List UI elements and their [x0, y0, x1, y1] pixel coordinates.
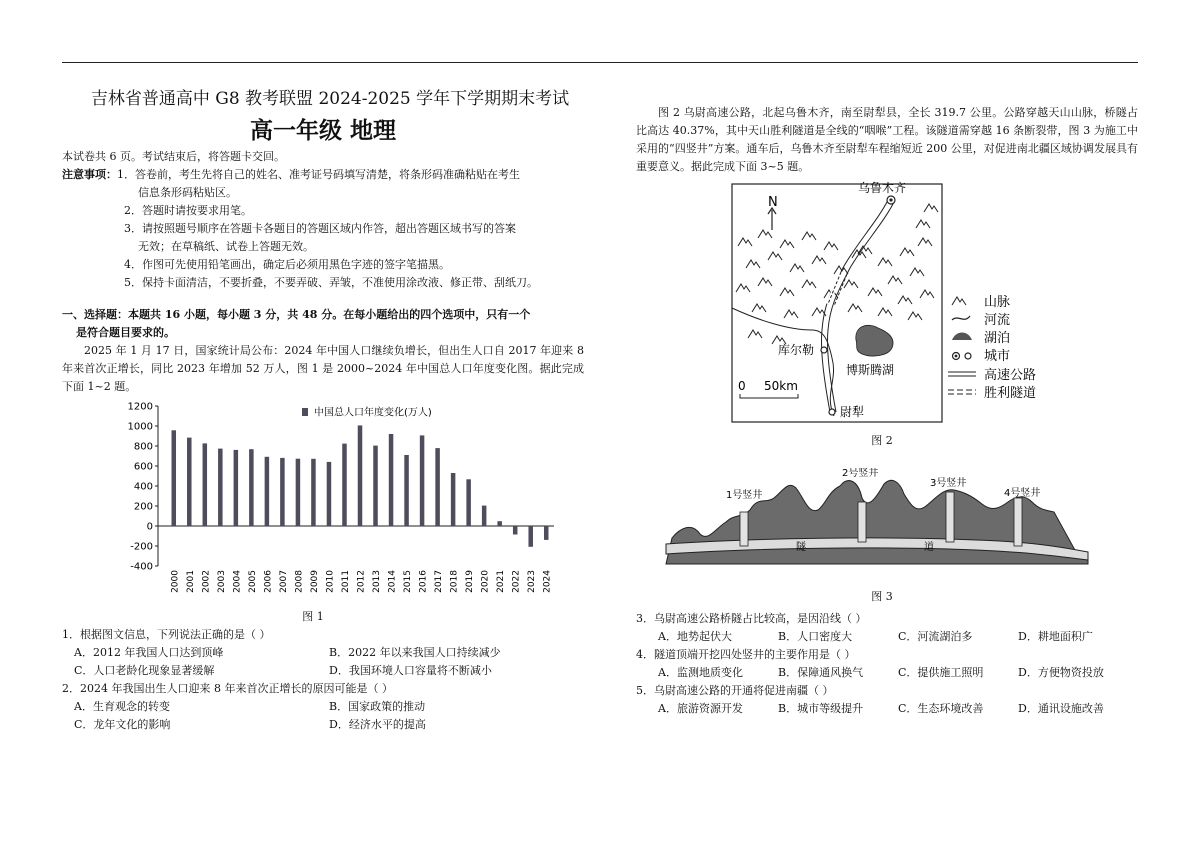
- x-tick-label: 2004: [232, 570, 243, 593]
- q3-option-a[interactable]: A．地势起伏大: [658, 630, 732, 643]
- tunnel-label-right: 道: [924, 542, 934, 553]
- y-tick-label: 0: [146, 521, 153, 533]
- bar: [513, 526, 518, 535]
- bar: [280, 458, 285, 526]
- exam-title: 吉林省普通高中 G8 教考联盟 2024-2025 学年下学期期末考试: [90, 89, 570, 109]
- q4-option-d[interactable]: D．方便物资投放: [1018, 666, 1104, 679]
- x-tick-label: 2016: [418, 570, 429, 593]
- question-intro-3-5: 图 2 乌尉高速公路，北起乌鲁木齐，南至尉犁县，全长 319.7 公里。公路穿越天山山脉，桥隧占比高达 40.37%，其中天山胜利隧道是全线的“咽喉”工程。该隧道需穿越 16 条断裂带，图 3 为施工中采用的“四竖井”方案。通车后，乌鲁木齐至尉犁车程缩短近 200 公里，对促进南北疆区域协调发展具有重要意义。据此完成下面 3~5 题。: [636, 106, 1138, 173]
- question-2: [62, 680, 584, 734]
- bar: [358, 425, 363, 526]
- figure-3-caption: 图 3: [871, 590, 893, 603]
- q5-option-c[interactable]: C．生态环境改善: [898, 702, 984, 715]
- y-tick-label: 400: [133, 481, 153, 493]
- lake-icon: [952, 333, 972, 341]
- bar: [311, 459, 316, 526]
- y-tick-label: 600: [133, 461, 153, 473]
- bar: [249, 449, 254, 526]
- bar: [451, 473, 456, 526]
- bar: [528, 526, 533, 547]
- x-tick-label: 2005: [247, 570, 258, 593]
- svg-text:胜利隧道: 胜利隧道: [984, 386, 1037, 401]
- q5-option-a[interactable]: A．旅游资源开发: [658, 702, 743, 715]
- bar: [172, 430, 177, 526]
- scale-km: 50km: [764, 379, 798, 393]
- river-icon: [952, 316, 970, 320]
- population-chart: [122, 398, 562, 608]
- q5-option-d[interactable]: D．通讯设施改善: [1018, 702, 1104, 715]
- q1-option-b[interactable]: B．2022 年以来我国人口持续减少: [329, 646, 501, 659]
- q1-option-a[interactable]: A．2012 年我国人口达到顶峰: [74, 646, 224, 659]
- q2-option-d[interactable]: D．经济水平的提高: [329, 718, 426, 731]
- shaft-1-label: 1号竖井: [726, 490, 763, 501]
- question-intro-1-2: 2025 年 1 月 17 日，国家统计局公布：2024 年中国人口继续负增长，但出生人口自 2017 年迎来 8 年来首次正增长，同比 2023 年增加 52 万人，图 1 是 2000~2024 年中国总人口年度变化图。据此完成下面 1~2 题。: [62, 344, 584, 393]
- q3-option-d[interactable]: D．耕地面积广: [1018, 630, 1093, 643]
- y-tick-label: 800: [133, 441, 153, 453]
- question-3: [636, 610, 1138, 646]
- note-item: 5．保持卡面清洁，不要折叠，不要弄破、弄皱，不准使用涂改液、修正带、刮纸刀。: [124, 276, 538, 289]
- shaft-3: [946, 492, 954, 542]
- city-icon: [965, 353, 971, 359]
- question-4-stem: 4．隧道顶端开挖四处竖井的主要作用是（ ）: [636, 648, 856, 661]
- top-rule: [62, 62, 1138, 63]
- question-4: [636, 646, 1138, 682]
- shaft-4: [1014, 498, 1022, 546]
- q2-option-b[interactable]: B．国家政策的推动: [329, 700, 426, 713]
- shaft-2-label: 2号竖井: [842, 468, 879, 479]
- q1-option-d[interactable]: D．我国环境人口容量将不断减小: [329, 664, 492, 677]
- q5-option-b[interactable]: B．城市等级提升: [778, 702, 864, 715]
- q4-option-b[interactable]: B．保障通风换气: [778, 666, 864, 679]
- x-tick-label: 2009: [309, 570, 320, 593]
- shaft-2: [858, 502, 866, 542]
- bar: [187, 438, 192, 526]
- svg-text:山脉: 山脉: [984, 295, 1011, 310]
- note-item: 2．答题时请按要求用笔。: [124, 204, 252, 217]
- question-2-stem: 2．2024 年我国出生人口迎来 8 年来首次正增长的原因可能是（ ）: [62, 682, 393, 695]
- legend-swatch: [302, 408, 308, 416]
- question-1: [62, 626, 584, 680]
- bar: [327, 462, 332, 526]
- bar: [544, 526, 549, 540]
- city-urumqi: 乌鲁木齐: [858, 181, 907, 195]
- note-item: 无效；在草稿纸、试卷上答题无效。: [138, 240, 314, 253]
- question-1-stem: 1．根据图文信息，下列说法正确的是（ ）: [62, 628, 271, 641]
- svg-text:河流: 河流: [984, 313, 1011, 328]
- north-label: N: [768, 195, 778, 210]
- q4-option-c[interactable]: C．提供施工照明: [898, 666, 984, 679]
- bar: [466, 479, 471, 526]
- map-figure-2: [728, 180, 1088, 430]
- q3-option-b[interactable]: B．人口密度大: [778, 630, 853, 643]
- tunnel-profile-figure-3: [636, 468, 1106, 578]
- q2-option-a[interactable]: A．生育观念的转变: [74, 700, 170, 713]
- bar: [342, 444, 347, 526]
- bar: [373, 446, 378, 526]
- city-yuli: 尉犁: [840, 405, 865, 419]
- figure-1-caption: 图 1: [302, 610, 324, 623]
- lake-bosten: 博斯腾湖: [846, 363, 895, 377]
- bar: [435, 448, 440, 526]
- q2-option-c[interactable]: C．龙年文化的影响: [74, 718, 171, 731]
- x-tick-label: 2022: [511, 570, 522, 593]
- x-tick-label: 2001: [185, 570, 196, 593]
- q1-option-c[interactable]: C．人口老龄化现象显著缓解: [74, 664, 215, 677]
- x-tick-label: 2014: [387, 570, 398, 593]
- x-tick-label: 2011: [340, 570, 351, 593]
- x-tick-label: 2006: [263, 570, 274, 593]
- city-korla: 库尔勒: [778, 343, 815, 357]
- y-tick-label: 1200: [127, 401, 153, 413]
- note-item: 3．请按照题号顺序在答题卡各题目的答题区域内作答，超出答题区域书写的答案: [124, 222, 516, 235]
- note-item: 4．作图可先使用铅笔画出，确定后必须用黑色字迹的签字笔描黑。: [124, 258, 450, 271]
- legend-label: 中国总人口年度变化(万人): [314, 407, 432, 419]
- bar: [203, 443, 208, 526]
- x-tick-label: 2012: [356, 570, 367, 593]
- section-title: 一、选择题：本题共 16 小题，每小题 3 分，共 48 分。在每小题给出的四个选项中，只有一个: [62, 308, 531, 321]
- notes-label: 注意事项：: [62, 168, 117, 181]
- x-tick-label: 2013: [372, 570, 383, 593]
- svg-text:城市: 城市: [984, 349, 1011, 364]
- subject-title: 高一年级 地理: [249, 117, 396, 144]
- right-column: [636, 104, 1138, 718]
- bar: [389, 434, 394, 526]
- shaft-1: [740, 512, 748, 546]
- question-3-stem: 3．乌尉高速公路桥隧占比较高，是因沿线（ ）: [636, 612, 867, 625]
- map-legend: [948, 295, 1036, 401]
- x-tick-label: 2002: [201, 570, 212, 593]
- bar: [482, 506, 487, 526]
- mountain-icon: [952, 297, 966, 305]
- x-tick-label: 2019: [465, 570, 476, 593]
- bar: [265, 457, 270, 526]
- bar: [218, 449, 223, 526]
- y-tick-label: 1000: [127, 421, 153, 433]
- x-tick-label: 2007: [278, 570, 289, 593]
- x-tick-label: 2015: [403, 570, 414, 593]
- x-tick-label: 2020: [480, 570, 491, 593]
- x-tick-label: 2000: [170, 570, 181, 593]
- q3-option-c[interactable]: C．河流湖泊多: [898, 630, 973, 643]
- tunnel-label-left: 隧: [796, 542, 806, 553]
- note-item: 信息条形码粘贴区。: [138, 186, 237, 199]
- x-tick-label: 2008: [294, 570, 305, 593]
- svg-text:湖泊: 湖泊: [984, 331, 1011, 346]
- question-5: [636, 682, 1138, 718]
- x-tick-label: 2023: [527, 570, 538, 593]
- shaft-4-label: 4号竖井: [1004, 488, 1041, 499]
- left-column: [62, 86, 584, 734]
- svg-text:高速公路: 高速公路: [984, 368, 1037, 383]
- x-tick-label: 2003: [216, 570, 227, 593]
- bar: [234, 450, 239, 526]
- x-tick-label: 2010: [325, 570, 336, 593]
- scale-zero: 0: [738, 379, 746, 393]
- notes: [62, 166, 584, 292]
- section-title-cont: 是符合题目要求的。: [76, 326, 175, 339]
- y-tick-label: -200: [130, 541, 153, 553]
- y-tick-label: 200: [133, 501, 153, 513]
- question-5-stem: 5．乌尉高速公路的开通将促进南疆（ ）: [636, 684, 834, 697]
- note-item: 1．答卷前，考生先将自己的姓名、准考证号码填写清楚，将条形码准确粘贴在考生: [117, 168, 520, 181]
- q4-option-a[interactable]: A．监测地质变化: [658, 666, 743, 679]
- bar: [497, 521, 502, 526]
- bar: [404, 455, 409, 526]
- figure-2-caption: 图 2: [871, 434, 893, 447]
- bar: [420, 435, 425, 526]
- bar: [296, 459, 301, 526]
- x-tick-label: 2018: [449, 570, 460, 593]
- x-tick-label: 2024: [542, 570, 553, 593]
- x-tick-label: 2017: [434, 570, 445, 593]
- shaft-3-label: 3号竖井: [930, 478, 967, 489]
- y-tick-label: -400: [130, 561, 153, 573]
- x-tick-label: 2021: [496, 570, 507, 593]
- intro-text: 本试卷共 6 页。考试结束后，将答题卡交回。: [62, 150, 285, 163]
